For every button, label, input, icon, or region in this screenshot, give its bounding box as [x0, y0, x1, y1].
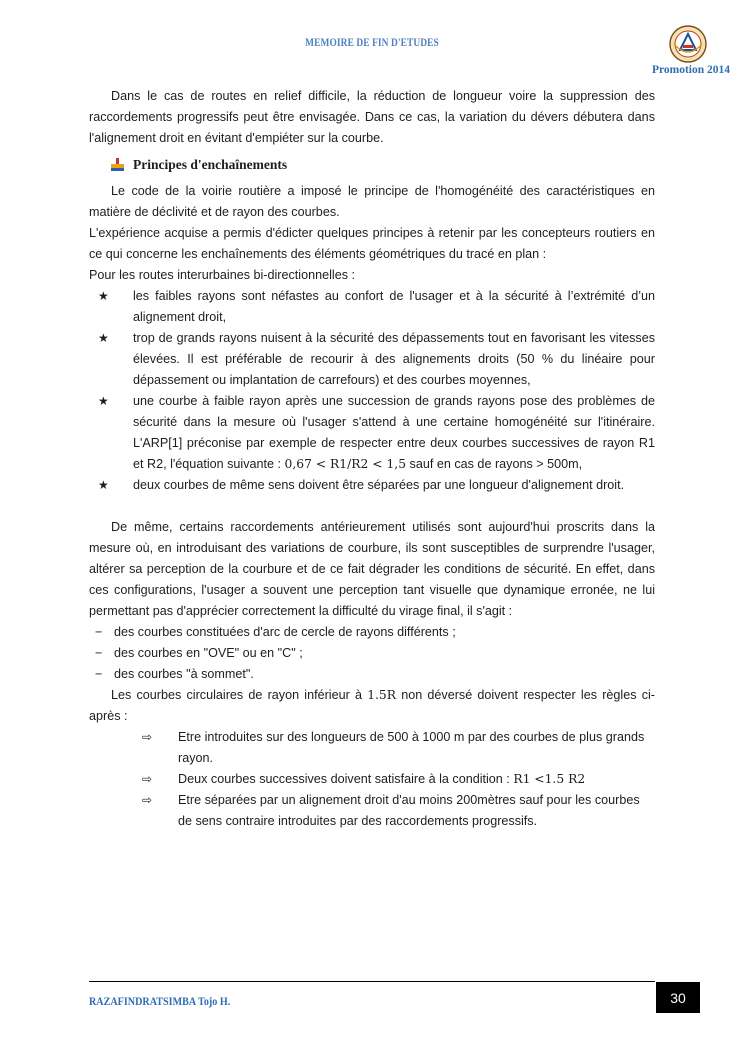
- list-item: [89, 391, 655, 475]
- paragraph-raccordements: De même, certains raccordements antérieurement utilisés sont aujourd'hui proscrits dans la mesure où, en introduisant des variations de courbure, ils sont susceptibles de surprendre l'usager, altérer sa perception de la courbure et de ce fait dégrader les conditions de sécurité. En effet, dans ces configurations, l'usager a souvent une perception tant visuelle que dynamique erronée, ne lui permettant pas d'apprécier correctement la difficulté du virage final, il s'agit :: [89, 520, 655, 618]
- arrow-right-icon: ⇨: [142, 730, 153, 744]
- star-icon: ★: [98, 478, 109, 492]
- list-item-text: une courbe à faible rayon après une succession de grands rayons pose des problèmes de sécurité dans la mesure où l'usager s'attend à une certaine homogénéité sur l'itinéraire. L'ARP[1] préconise par exemple de respecter entre deux courbes successives de rayon R1 et R2, l'équation suivante :: [133, 394, 655, 471]
- list-item: [89, 769, 655, 790]
- list-item: [89, 286, 655, 328]
- page-number: 30: [656, 982, 700, 1013]
- principles-list: [89, 286, 655, 496]
- list-item-text: Deux courbes successives doivent satisfaire à la condition :: [178, 772, 514, 786]
- intro-paragraph: Dans le cas de routes en relief difficile, la réduction de longueur voire la suppression des raccordements progressifs peut être envisagée. Dans ce cas, la variation du dévers débutera dans l'alignement droit en évitant d'empiéter sur la courbe.: [89, 89, 655, 145]
- list-item-text: deux courbes de même sens doivent être séparées par une longueur d'alignement droit.: [133, 478, 625, 492]
- arrow-right-icon: ⇨: [142, 772, 153, 786]
- list-item-text: trop de grands rayons nuisent à la sécurité des dépassements tout en favorisant les vitesses élevées. Il est préférable de recourir à des alignements droits (50 % du linéaire pour dépassement ou implantation de carrefours) et des courbes moyennes,: [133, 331, 655, 387]
- footer-divider: [89, 981, 655, 982]
- list-item: [89, 790, 655, 832]
- list-item-text-end: sauf en cas de rayons > 500m,: [406, 457, 583, 471]
- section-heading-text: Principes d'enchaînements: [133, 157, 288, 172]
- footer-author: RAZAFINDRATSIMBA Tojo H.: [89, 996, 231, 1008]
- page-header-title: MEMOIRE DE FIN D'ETUDES: [305, 37, 439, 49]
- list-item: [89, 475, 655, 496]
- dash-icon: −: [95, 667, 103, 681]
- arrow-right-icon: ⇨: [142, 793, 153, 807]
- promotion-label: Promotion 2014: [651, 64, 730, 76]
- condition-expression: R1 <1.5 R2: [513, 772, 586, 786]
- paragraph-homogeneite: Le code de la voirie routière a imposé le principe de l'homogénéité des caractéristiques en matière de déclivité et de rayon des courbes.: [89, 184, 655, 219]
- list-item: [89, 664, 655, 685]
- paragraph-text-end: non déversé doivent respecter les règles ci-après :: [89, 688, 655, 723]
- list-item: [89, 643, 655, 664]
- star-icon: ★: [98, 394, 109, 408]
- list-item-text: Etre introduites sur des longueurs de 500 à 1000 m par des courbes de plus grands rayon.: [178, 730, 645, 765]
- section-heading: [111, 154, 655, 175]
- star-icon: ★: [98, 331, 109, 345]
- section-bullet-icon: [111, 158, 124, 171]
- school-logo-icon: [668, 24, 708, 64]
- paragraph-routes-interurbaines: Pour les routes interurbaines bi-directionnelles :: [89, 268, 356, 282]
- dash-icon: −: [95, 625, 103, 639]
- list-item-text: Etre séparées par un alignement droit d'au moins 200mètres sauf pour les courbes de sens contraire introduites par des raccordements progressifs.: [178, 793, 640, 828]
- star-icon: ★: [98, 289, 109, 303]
- ratio-equation: 0,67 < R1/R2 < 1,5: [284, 457, 407, 471]
- rules-list: [89, 727, 655, 832]
- paragraph-text: Les courbes circulaires de rayon inférieur à: [111, 688, 368, 702]
- list-item: [89, 727, 655, 769]
- page-body: [89, 86, 655, 832]
- dash-icon: −: [95, 646, 103, 660]
- list-item-text: des courbes constituées d'arc de cercle de rayons différents ;: [114, 625, 456, 639]
- paragraph-courbes-circulaires: [89, 685, 655, 727]
- list-item: [89, 622, 655, 643]
- radius-expression: 1.5R: [367, 688, 397, 702]
- paragraph-experience: L'expérience acquise a permis d'édicter quelques principes à retenir par les concepteurs routiers en ce qui concerne les enchaînements des éléments géométriques du tracé en plan :: [89, 226, 655, 261]
- prohibited-curves-list: [89, 622, 655, 685]
- list-item-text: des courbes "à sommet".: [114, 667, 254, 681]
- list-item-text: les faibles rayons sont néfastes au confort de l'usager et à la sécurité à l’extrémité d’un alignement droit,: [133, 289, 655, 324]
- list-item: [89, 328, 655, 391]
- list-item-text: des courbes en "OVE" ou en "C" ;: [114, 646, 303, 660]
